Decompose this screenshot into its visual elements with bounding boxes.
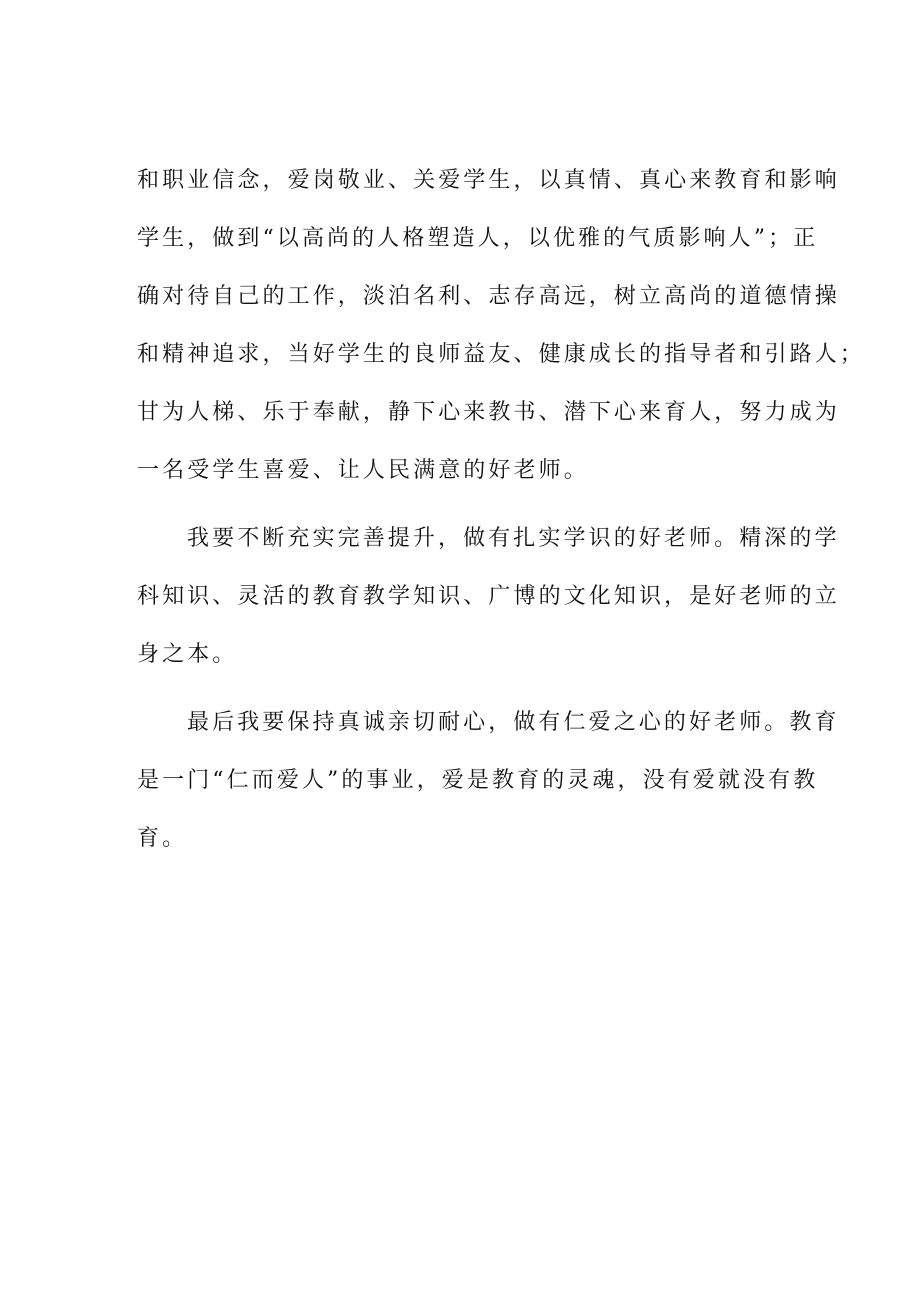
paragraph-line: 一名受学生喜爱、让人民满意的好老师。 [137, 458, 589, 483]
paragraph-line: 身之本。 [137, 642, 238, 667]
paragraph-3 [137, 694, 840, 868]
paragraph-line: 和精神追求，当好学生的良师益友、健康成长的指导者和引路人； [137, 342, 865, 367]
paragraph-1 [137, 152, 865, 500]
paragraph-line: 我要不断充实完善提升，做有扎实学识的好老师。精深的学 [187, 526, 840, 551]
paragraph-line: 学生，做到“以高尚的人格塑造人，以优雅的气质影响人”；正 [137, 226, 819, 251]
paragraph-line: 甘为人梯、乐于奉献，静下心来教书、潜下心来育人，努力成为 [137, 400, 840, 425]
paragraph-2 [137, 510, 840, 684]
document-body [137, 152, 865, 868]
paragraph-line: 科知识、灵活的教育教学知识、广博的文化知识，是好老师的立 [137, 584, 840, 609]
paragraph-line: 和职业信念，爱岗敬业、关爱学生，以真情、真心来教育和影响 [137, 168, 840, 193]
paragraph-line: 最后我要保持真诚亲切耐心，做有仁爱之心的好老师。教育 [187, 710, 840, 735]
paragraph-line: 是一门“仁而爱人”的事业，爱是教育的灵魂，没有爱就没有教 [137, 768, 819, 793]
paragraph-line: 育。 [137, 826, 188, 851]
paragraph-line: 确对待自己的工作，淡泊名利、志存高远，树立高尚的道德情操 [137, 284, 840, 309]
